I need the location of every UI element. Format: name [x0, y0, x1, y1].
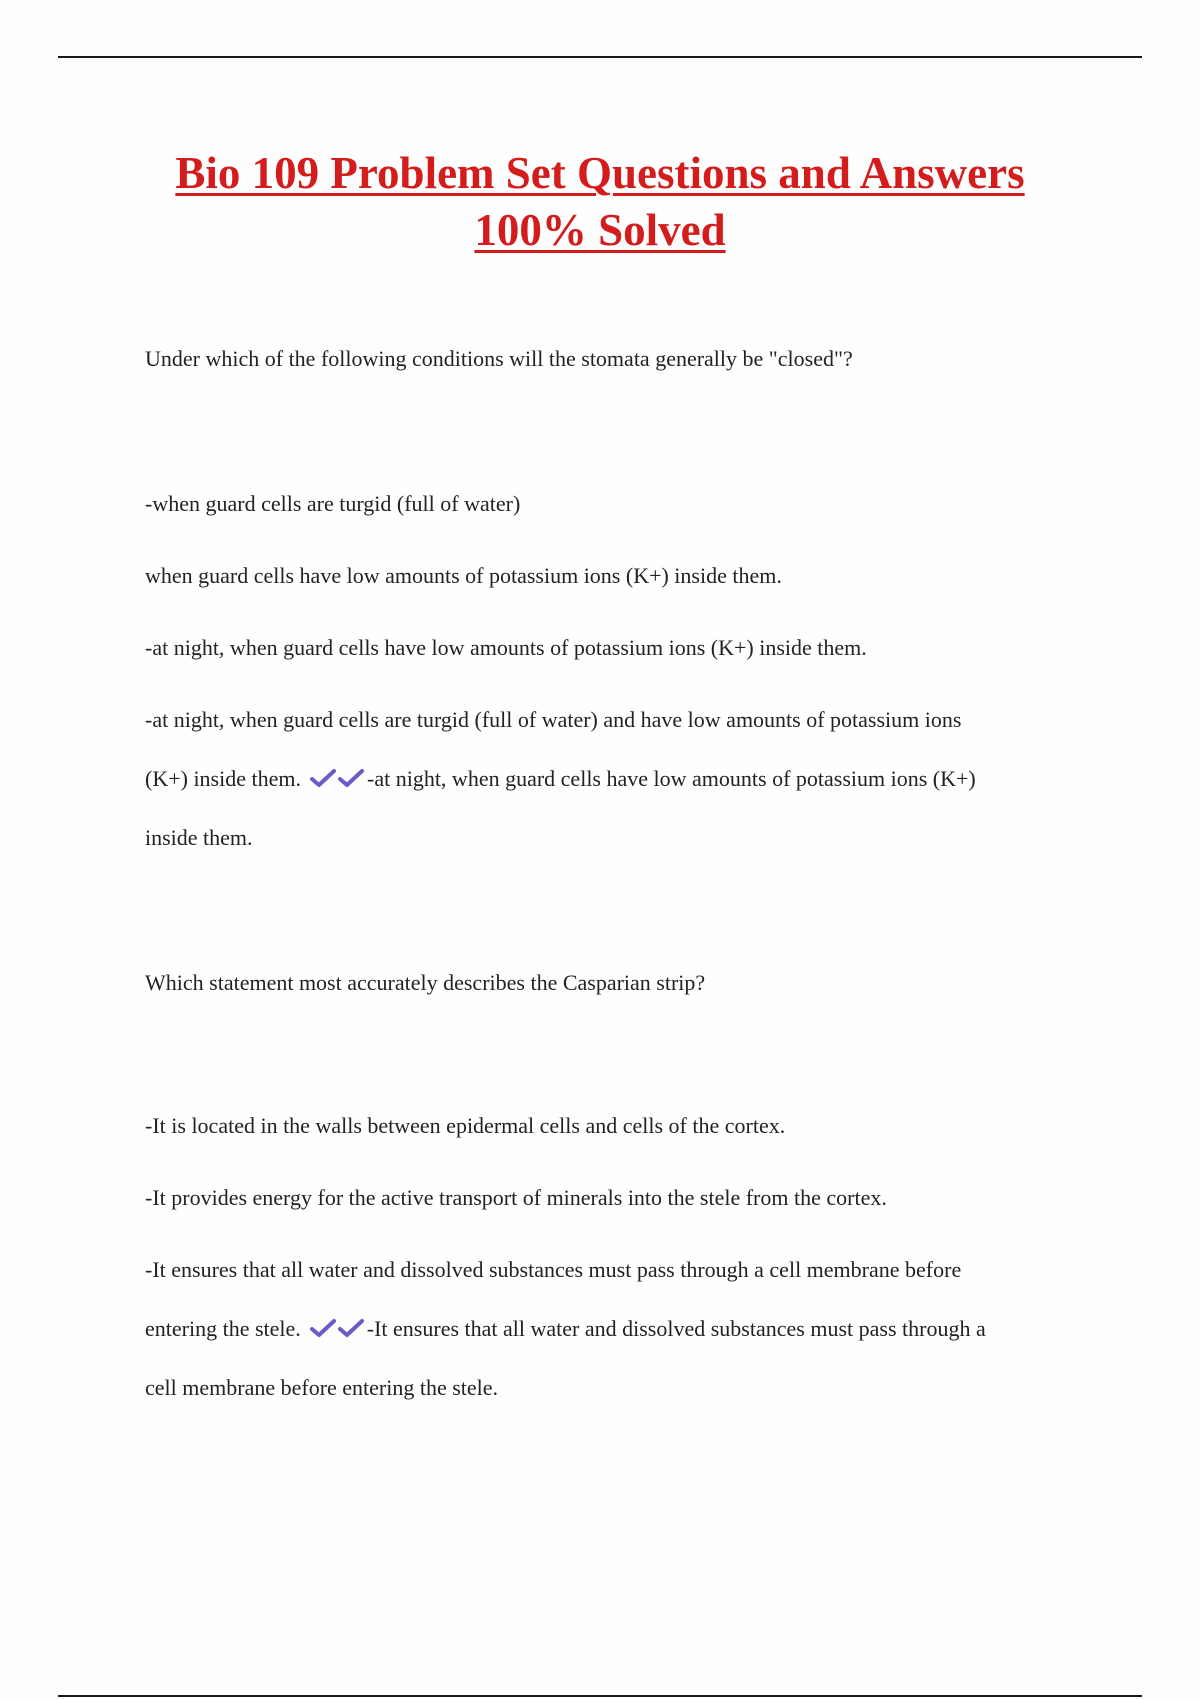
title-line-2: 100% Solved: [474, 205, 726, 255]
q1-option-1: -when guard cells are turgid (full of water): [145, 491, 521, 516]
q2-option-2: -It provides energy for the active transport of minerals into the stele from the cortex.: [145, 1185, 887, 1210]
q2-option-3-line-2: [145, 1299, 1085, 1358]
bottom-rule: [58, 1695, 1142, 1697]
q1-answer-line-1: -at night, when guard cells have low amounts of potassium ions (K+): [367, 766, 976, 791]
page-title: [100, 145, 1100, 259]
q2-option-3-tail: entering the stele.: [145, 1316, 301, 1341]
q1-answer-line-2: inside them.: [145, 825, 253, 850]
question-2-options: [145, 1096, 1085, 1417]
top-rule: [58, 56, 1142, 58]
q1-answer-marker: [309, 749, 365, 808]
question-1: Under which of the following conditions will the stomata generally be "closed"?: [145, 346, 853, 371]
q1-option-4-line-2: [145, 749, 1085, 808]
question-1-text: [145, 329, 1085, 388]
q2-answer-line-2: cell membrane before entering the stele.: [145, 1375, 499, 1400]
check-icon: [309, 767, 337, 789]
q2-option-3-line-1: -It ensures that all water and dissolved substances must pass through a cell membrane before: [145, 1257, 962, 1282]
question-2-text: [145, 953, 1085, 1012]
q1-option-4-tail: (K+) inside them.: [145, 766, 301, 791]
q2-option-1: -It is located in the walls between epidermal cells and cells of the cortex.: [145, 1113, 786, 1138]
q2-answer-marker: [309, 1299, 365, 1358]
check-icon: [337, 767, 365, 789]
q1-option-3: -at night, when guard cells have low amounts of potassium ions (K+) inside them.: [145, 635, 867, 660]
check-icon: [337, 1317, 365, 1339]
check-icon: [309, 1317, 337, 1339]
title-line-1: Bio 109 Problem Set Questions and Answers: [175, 148, 1025, 198]
q1-option-2: when guard cells have low amounts of potassium ions (K+) inside them.: [145, 563, 782, 588]
q2-answer-line-1: -It ensures that all water and dissolved substances must pass through a: [366, 1316, 986, 1341]
q1-option-4-line-1: -at night, when guard cells are turgid (full of water) and have low amounts of potassium ions: [145, 707, 962, 732]
question-2: Which statement most accurately describes the Casparian strip?: [145, 970, 706, 995]
question-1-options: [145, 474, 1085, 867]
